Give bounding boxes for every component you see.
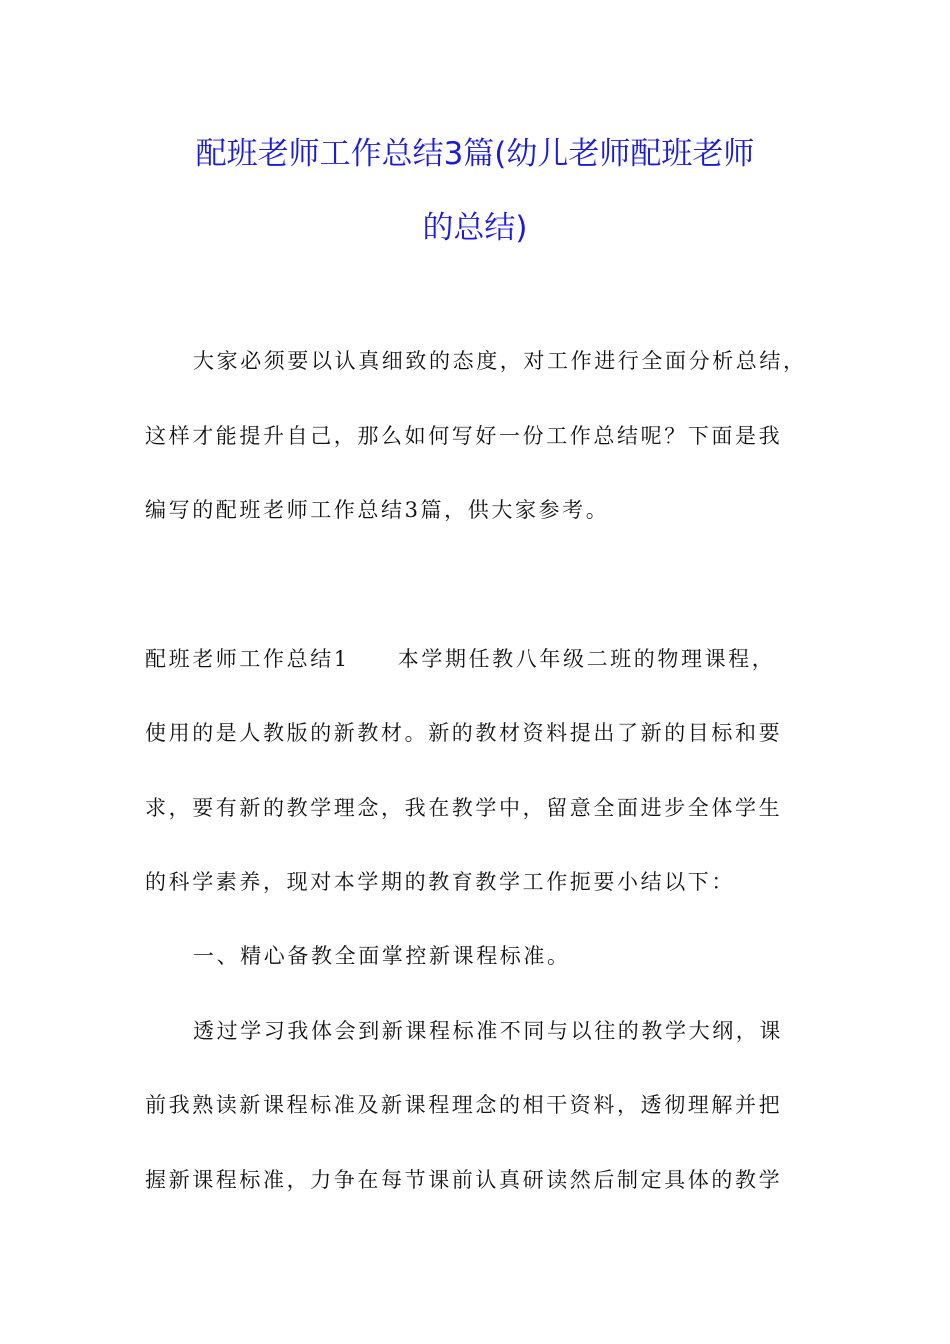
para2-line-1: 透过学习我体会到新课程标准不同与以往的教学大纲，课 xyxy=(193,1019,783,1043)
body-line-1: 使用的是人教版的新教材。新的教材资料提出了新的目标和要 xyxy=(145,721,783,745)
para2-line-3: 握新课程标准，力争在每节课前认真研读然后制定具体的教学 xyxy=(145,1168,783,1192)
section-1-first-line xyxy=(145,644,775,674)
intro-line-2: 这样才能提升自己，那么如何写好一份工作总结呢？下面是我 xyxy=(145,424,783,448)
intro-line-3: 编写的配班老师工作总结3篇，供大家参考。 xyxy=(145,498,610,522)
document-title-line-2: 的总结) xyxy=(422,210,528,246)
section-1-lead: 本学期任教八年级二班的物理课程， xyxy=(397,647,776,671)
section-1-heading: 配班老师工作总结1 xyxy=(145,647,350,671)
document-title-line-1: 配班老师工作总结3篇(幼儿老师配班老师 xyxy=(195,136,755,172)
body-line-2: 求，要有新的教学理念，我在教学中，留意全面进步全体学生 xyxy=(145,796,783,820)
intro-line-1: 大家必须要以认真细致的态度，对工作进行全面分析总结， xyxy=(193,349,807,373)
subheading: 一、精心备教全面掌控新课程标准。 xyxy=(193,944,571,968)
body-line-3: 的科学素养，现对本学期的教育教学工作扼要小结以下： xyxy=(145,870,735,894)
para2-line-2: 前我熟读新课程标准及新课程理念的相干资料，透彻理解并把 xyxy=(145,1093,783,1117)
